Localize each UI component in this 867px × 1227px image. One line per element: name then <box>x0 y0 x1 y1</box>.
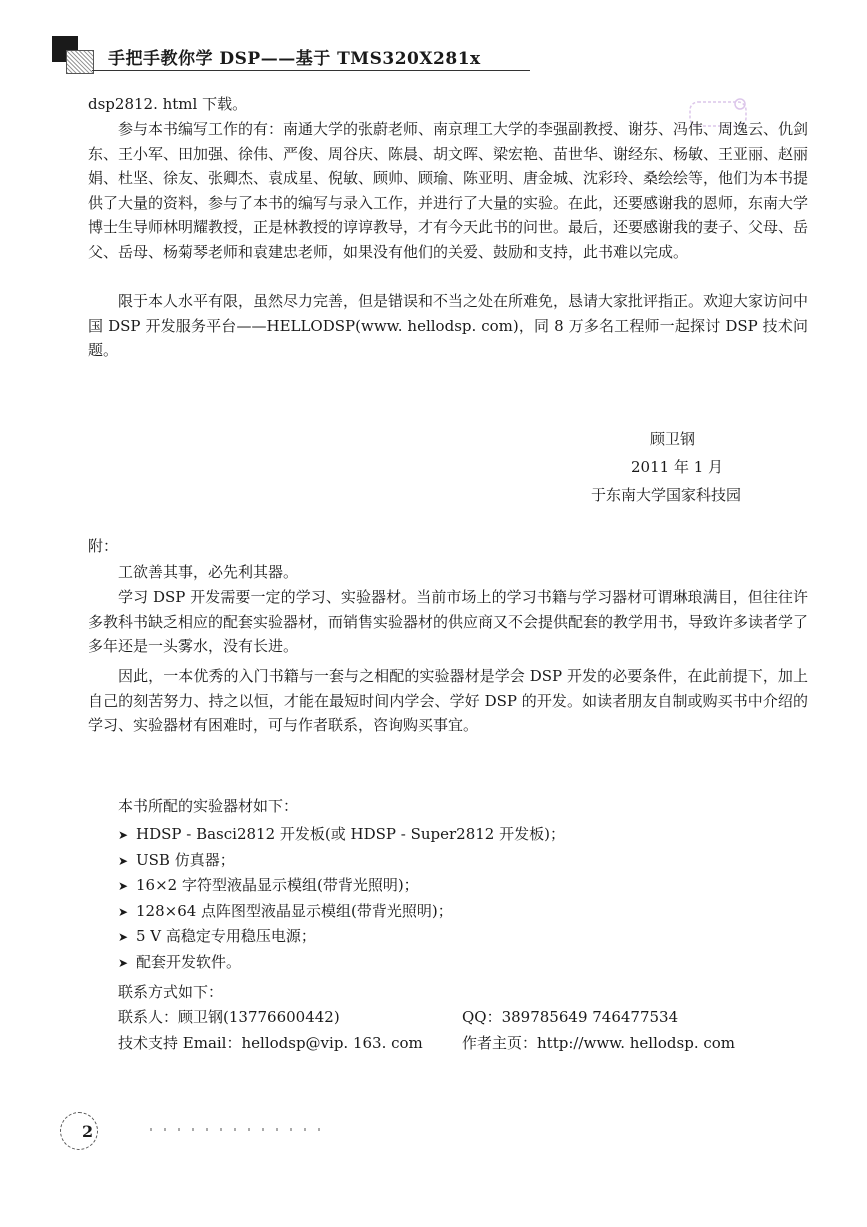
page-number: 2 <box>82 1122 94 1141</box>
appendix-motto: 工欲善其事，必先利其器。 <box>118 563 299 581</box>
signature-place: 于东南大学国家科技园 <box>591 486 742 504</box>
list-item: ➤ 5 V 高稳定专用稳压电源； <box>118 924 565 950</box>
appendix-label: 附： <box>88 537 119 555</box>
arrow-bullet-icon: ➤ <box>118 828 129 842</box>
signature-date: 2011 年 1 月 <box>631 458 724 476</box>
closing-paragraph: 限于本人水平有限，虽然尽力完善，但是错误和不当之处在所难免，恳请大家批评指正。欢迎大家访问中国 DSP 开发服务平台——HELLODSP(www. hellodsp. com)，同 8 万多名工程师一起探讨 DSP 技术问题。 <box>88 292 809 359</box>
footer-dotted-rule <box>150 1128 320 1131</box>
list-item: ➤ HDSP - Basci2812 开发板(或 HDSP - Super2812 开发板)； <box>118 822 565 848</box>
list-item: ➤ USB 仿真器； <box>118 848 565 874</box>
running-header <box>52 36 530 74</box>
contact-homepage: 作者主页：http://www. hellodsp. com <box>462 1034 736 1052</box>
list-item: ➤ 配套开发软件。 <box>118 950 565 976</box>
appendix-paragraph-conditions: 因此，一本优秀的入门书籍与一套与之相配的实验器材是学会 DSP 开发的必要条件，在此前提下，加上自己的刻苦努力、持之以恒，才能在最短时间内学会、学好 DSP 的开发。如读者朋友自制或购买书中介绍的学习、实验器材有困难时，可与作者联系，咨询购买事宜。 <box>88 667 808 734</box>
list-item: ➤ 128×64 点阵图型液晶显示模组(带背光照明)； <box>118 899 565 925</box>
continued-line: dsp2812. html 下载。 <box>88 95 248 113</box>
header-rule <box>92 70 530 71</box>
acknowledgement-paragraph: 参与本书编写工作的有：南通大学的张蔚老师、南京理工大学的李强副教授、谢芬、冯伟、周逸云、仇剑东、王小军、田加强、徐伟、严俊、周谷庆、陈晨、胡文晖、梁宏艳、苗世华、谢经东、杨敏、王亚丽、赵丽娟、杜坚、徐友、张卿杰、袁成星、倪敏、顾帅、顾瑜、陈亚明、唐金城、沈彩玲、桑绘绘等，他们为本书提供了大量的资料，参与了本书的编写与录入工作，并进行了大量的实验。在此，还要感谢我的恩师，东南大学博士生导师林明耀教授，正是林教授的谆谆教导，才有今天此书的问世。最后，还要感谢我的妻子、父母、岳父、岳母、杨菊琴老师和袁建忠老师，如果没有他们的关爱、鼓励和支持，此书难以完成。 <box>88 120 809 261</box>
signature-name: 顾卫钢 <box>650 430 696 448</box>
arrow-bullet-icon: ➤ <box>118 955 129 970</box>
list-item: ➤ 16×2 字符型液晶显示模组(带背光照明)； <box>118 873 565 899</box>
arrow-bullet-icon: ➤ <box>118 904 129 919</box>
arrow-bullet-icon: ➤ <box>118 853 129 868</box>
page-number-badge <box>60 1112 140 1152</box>
contact-heading: 联系方式如下： <box>118 983 224 1001</box>
contact-qq: QQ：389785649 746477534 <box>462 1008 679 1026</box>
arrow-bullet-icon: ➤ <box>118 930 129 944</box>
equipment-list <box>118 822 565 975</box>
header-dotted-decoration <box>66 50 94 74</box>
contact-email: 技术支持 Email：hellodsp@vip. 163. com <box>118 1034 423 1052</box>
contact-person: 联系人：顾卫钢(13776600442) <box>118 1008 340 1026</box>
arrow-bullet-icon: ➤ <box>118 879 129 893</box>
equipment-heading: 本书所配的实验器材如下： <box>118 797 299 815</box>
header-title: 手把手教你学 DSP——基于 TMS320X281x <box>108 49 481 69</box>
appendix-paragraph-learning: 学习 DSP 开发需要一定的学习、实验器材。当前市场上的学习书籍与学习器材可谓琳琅满目，但往往许多教科书缺乏相应的配套实验器材，而销售实验器材的供应商又不会提供配套的教学用书，导致许多读者学了多年还是一头雾水，没有长进。 <box>88 588 809 655</box>
